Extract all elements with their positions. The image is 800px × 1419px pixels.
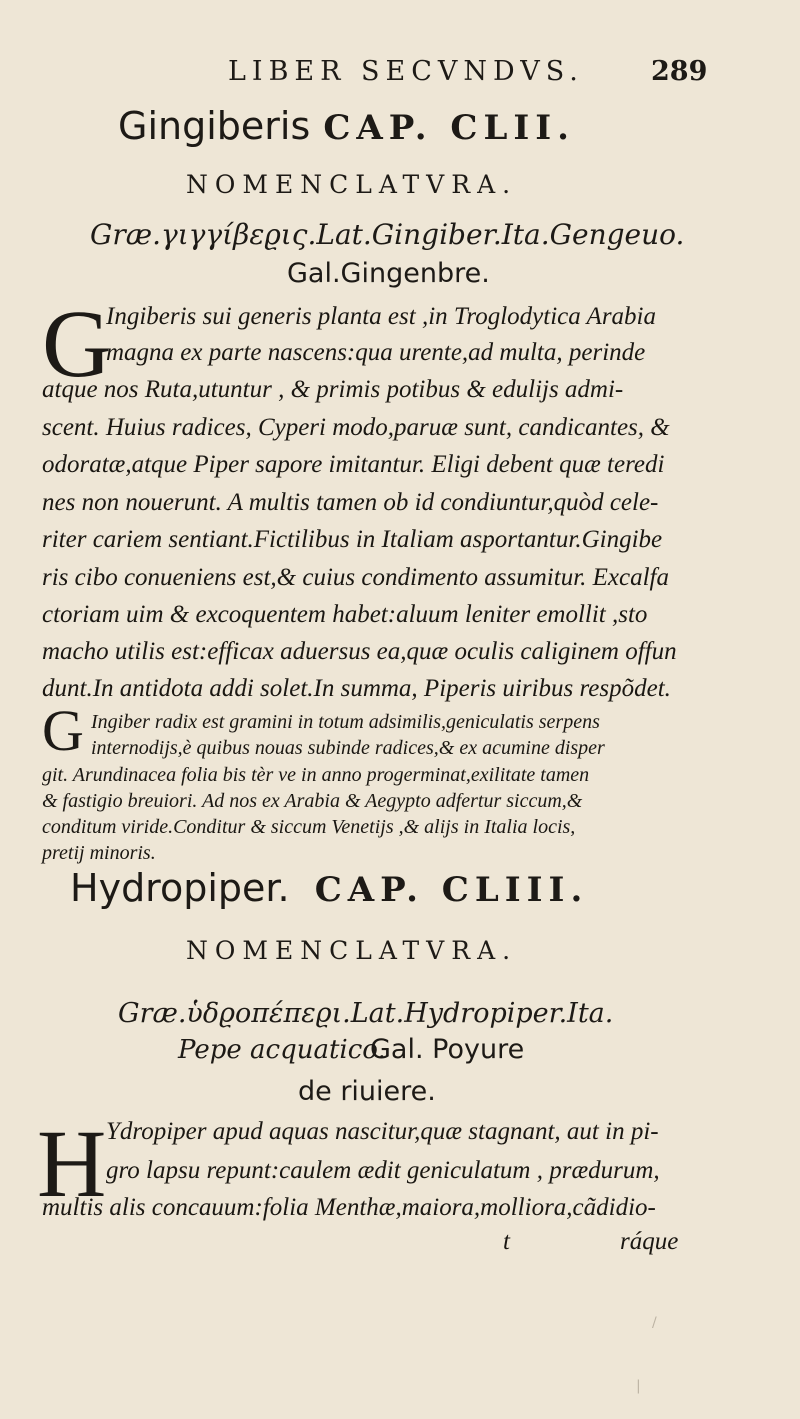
page-number: 289 [651,56,708,87]
nomenclatura-heading: NOMENCLATVRA. [186,170,518,199]
text-line: Ydropiper apud aquas nascitur,quæ stagnant, aut in pi- [106,1118,659,1145]
stray-mark: / [652,1315,657,1331]
text-line: odoratæ,atque Piper sapore imitantur. Eligi debent quæ teredi [42,451,665,478]
stray-mark: | [636,1378,641,1394]
nomenclatura-heading: NOMENCLATVRA. [186,936,518,965]
synonyms-line-gallic-cont: de riuiere. [298,1076,436,1107]
text-line: magna ex parte nascens:qua urente,ad multa, perinde [106,339,646,366]
synonyms-line: Græ.γιγγίβεϱις.Lat.Gingiber.Ita.Gengeuo. [90,218,685,251]
text-line: conditum viride.Conditur & siccum Venetijs ,& alijs in Italia locis, [42,816,576,838]
signature-mark: t [503,1228,510,1255]
running-head [0,56,800,96]
catchword: ráque [620,1228,679,1255]
text-line: & fastigio breuiori. Ad nos ex Arabia & Aegypto adfertur siccum,& [42,790,583,812]
text-line: ris cibo conueniens est,& cuius condimento assumitur. Excalfa [42,564,670,591]
synonyms-line-gallic: Gal.Gingenbre. [287,258,490,289]
drop-cap: H [37,1110,107,1217]
text-line: riter cariem sentiant.Fictilibus in Italiam asportantur.Gingibe [42,526,663,553]
text-line: nes non nouerunt. A multis tamen ob id condiuntur,quòd cele- [42,489,659,516]
chapter-heading-gingiberis [118,104,575,148]
text-line: Ingiber radix est gramini in totum adsimilis,geniculatis serpens [91,711,600,733]
chapter-heading-hydropiper [70,866,588,910]
drop-cap: G [42,290,112,397]
text-line: Ingiberis sui generis planta est ,in Troglodytica Arabia [106,303,656,330]
text-line: dunt.In antidota addi solet.In summa, Piperis uiribus respõdet. [42,675,671,702]
chapter-number: CAP. CLII. [323,108,576,148]
text-line: gro lapsu repunt:caulem ædit geniculatum , prædurum, [106,1157,660,1184]
synonyms-line: Græ.ὑδϱοπέπεϱι.Lat.Hydropiper.Ita. [118,998,614,1029]
chapter-name: Gingiberis [118,104,311,148]
chapter-number: CAP. CLIII. [314,870,589,910]
text-line: git. Arundinacea folia bis tèr ve in anno progerminat,exilitate tamen [42,764,590,786]
text-line: internodijs,è quibus nouas subinde radices,& ex acumine disper [91,737,605,759]
text-line: scent. Huius radices, Cyperi modo,paruæ sunt, candicantes, & [42,414,670,441]
running-head-title: LIBER SECVNDVS. [228,56,584,87]
text-line: macho utilis est:efficax aduersus ea,quæ oculis caliginem offun [42,638,677,665]
drop-cap: G [42,698,84,763]
text-line: pretij minoris. [42,842,156,864]
text-line: atque nos Ruta,utuntur , & primis potibus & edulijs admi- [42,376,624,403]
text-line: ctoriam uim & excoquentem habet:aluum leniter emollit ,sto [42,601,648,628]
synonyms-line-italian: Pepe acquatico. [178,1035,386,1065]
synonyms-line-gallic: Gal. Poyure [370,1034,525,1065]
text-line: multis alis concauum:folia Menthæ,maiora,molliora,cãdidio- [42,1194,656,1221]
chapter-name: Hydropiper. [70,866,290,910]
